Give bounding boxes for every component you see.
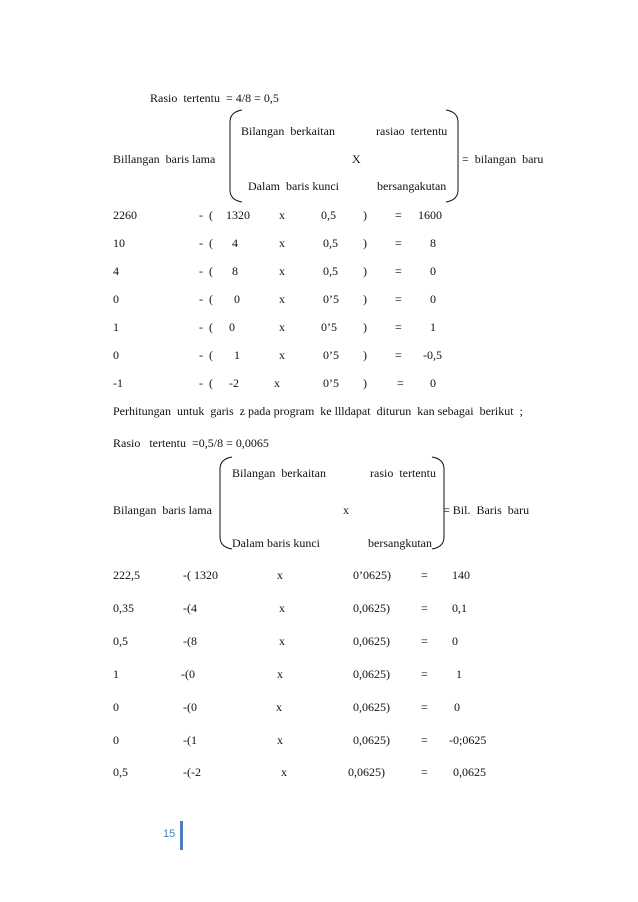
table1-cell: 8	[232, 264, 238, 278]
table2-cell: 0	[113, 733, 119, 747]
table1-cell: x	[279, 264, 285, 278]
table2-cell: -(-2	[183, 765, 201, 779]
table1-cell: x	[279, 208, 285, 222]
table1-cell: 0	[229, 320, 235, 334]
table1-cell: 0,5	[323, 236, 338, 250]
formula2-left: Bilangan baris lama	[113, 503, 212, 517]
table1-cell: 10	[113, 236, 125, 250]
formula1-top-right: rasiao tertentu	[376, 124, 448, 138]
table1-cell: 0	[430, 292, 436, 306]
table1-cell: x	[279, 320, 285, 334]
formula1-left: Billangan baris lama	[113, 152, 216, 166]
table2-cell: 140	[452, 568, 470, 582]
table2-cell: -( 1320	[183, 568, 218, 582]
table1-cell: -0,5	[423, 348, 442, 362]
table1-cell: =	[395, 264, 402, 278]
table2-cell: -(0	[181, 667, 195, 681]
table2-cell: -(4	[183, 601, 197, 615]
formula2-top-left: Bilangan berkaitan	[232, 466, 326, 480]
table2-cell: x	[277, 667, 283, 681]
table1-cell: 0’5	[323, 348, 339, 362]
table2-cell: 0,0625	[453, 765, 486, 779]
table2-cell: 0	[452, 634, 458, 648]
table2-cell: -(8	[183, 634, 197, 648]
table1-cell: )	[363, 264, 367, 278]
table1-cell: - (	[199, 348, 213, 362]
table1-cell: 0	[430, 376, 436, 390]
table1-cell: -2	[229, 376, 239, 390]
page-number: 15	[163, 828, 176, 840]
table1-cell: )	[363, 292, 367, 306]
table2-cell: x	[281, 765, 287, 779]
table1-cell: =	[395, 320, 402, 334]
table1-cell: - (	[199, 264, 213, 278]
table2-cell: x	[277, 568, 283, 582]
table1-cell: 4	[113, 264, 119, 278]
table2-cell: 0,5	[113, 765, 128, 779]
table1-cell: 0’5	[321, 320, 337, 334]
page-number-bar	[180, 821, 183, 850]
table2-cell: -(1	[183, 733, 197, 747]
table1-cell: 1600	[418, 208, 442, 222]
formula1-operator: X	[352, 152, 361, 166]
table2-cell: =	[421, 700, 428, 714]
table2-cell: 0’0625)	[353, 568, 391, 582]
table1-cell: 0’5	[323, 292, 339, 306]
table1-cell: - (	[199, 208, 213, 222]
table1-cell: 1	[113, 320, 119, 334]
table2-cell: x	[279, 601, 285, 615]
table1-cell: - (	[199, 236, 213, 250]
formula2-bottom-right: bersangkutan	[368, 536, 432, 550]
table1-cell: 0,5	[321, 208, 336, 222]
formula2-right: = Bil. Baris baru	[443, 503, 530, 517]
table1-cell: )	[363, 348, 367, 362]
table1-cell: =	[397, 376, 404, 390]
table2-cell: x	[277, 733, 283, 747]
explanation-paragraph: Perhitungan untuk garis z pada program ke llldapat diturun kan sebagai berikut ;	[113, 404, 523, 418]
table2-cell: 1	[113, 667, 119, 681]
table2-cell: 0	[454, 700, 460, 714]
ratio-line-1: Rasio tertentu = 4/8 = 0,5	[150, 91, 279, 105]
table1-cell: 1320	[226, 208, 250, 222]
formula2-bottom-left: Dalam baris kunci	[232, 536, 320, 550]
table1-cell: 0	[430, 264, 436, 278]
table2-cell: 0,35	[113, 601, 134, 615]
table1-cell: 1	[430, 320, 436, 334]
table2-cell: 0,0625)	[353, 634, 390, 648]
table1-cell: x	[279, 292, 285, 306]
table2-cell: 0	[113, 700, 119, 714]
formula2-operator: x	[343, 503, 349, 517]
table1-cell: x	[279, 236, 285, 250]
table1-cell: 4	[232, 236, 238, 250]
table1-cell: 8	[430, 236, 436, 250]
table2-cell: 0,0625)	[353, 601, 390, 615]
table2-cell: 222,5	[113, 568, 140, 582]
table1-cell: - (	[199, 292, 213, 306]
table1-cell: )	[363, 320, 367, 334]
table2-cell: =	[421, 568, 428, 582]
table2-cell: =	[421, 667, 428, 681]
table1-cell: x	[274, 376, 280, 390]
table2-cell: 0,0625)	[353, 667, 390, 681]
table1-cell: =	[395, 208, 402, 222]
table2-cell: 0,1	[452, 601, 467, 615]
table1-cell: x	[279, 348, 285, 362]
table2-cell: 0,0625)	[353, 700, 390, 714]
table2-cell: x	[279, 634, 285, 648]
table1-cell: =	[395, 292, 402, 306]
table1-cell: - (	[199, 376, 213, 390]
table1-cell: )	[363, 208, 367, 222]
formula1-right: = bilangan baru	[462, 152, 544, 166]
table2-cell: 0,0625)	[353, 733, 390, 747]
table2-cell: -(0	[183, 700, 197, 714]
table2-cell: 0,5	[113, 634, 128, 648]
table1-cell: -1	[113, 376, 123, 390]
formula1-bottom-left: Dalam baris kunci	[248, 179, 339, 193]
table1-cell: 0’5	[323, 376, 339, 390]
table1-cell: 0,5	[323, 264, 338, 278]
table1-cell: )	[363, 236, 367, 250]
formula1-top-left: Bilangan berkaitan	[241, 124, 335, 138]
table2-cell: 1	[456, 667, 462, 681]
table1-cell: 0	[234, 292, 240, 306]
table2-cell: =	[421, 765, 428, 779]
table1-cell: 0	[113, 292, 119, 306]
ratio-line-2: Rasio tertentu =0,5/8 = 0,0065	[113, 436, 269, 450]
table2-cell: -0;0625	[449, 733, 487, 747]
table2-cell: 0,0625)	[348, 765, 385, 779]
formula2-top-right: rasio tertentu	[370, 466, 436, 480]
table2-cell: =	[421, 601, 428, 615]
table1-cell: =	[395, 348, 402, 362]
table1-cell: =	[395, 236, 402, 250]
table1-cell: 1	[234, 348, 240, 362]
table2-cell: =	[421, 733, 428, 747]
table1-cell: )	[363, 376, 367, 390]
table1-cell: - (	[199, 320, 213, 334]
formula1-bottom-right: bersangakutan	[377, 179, 447, 193]
table1-cell: 2260	[113, 208, 137, 222]
table2-cell: =	[421, 634, 428, 648]
table1-cell: 0	[113, 348, 119, 362]
table2-cell: x	[276, 700, 282, 714]
